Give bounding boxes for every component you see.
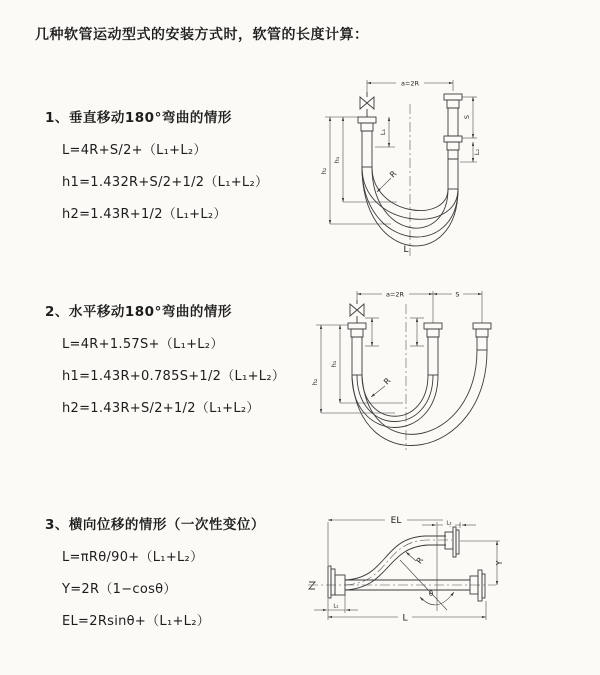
dimension-EL: [328, 514, 450, 565]
formula-2-h1: h1=1.43R+0.785S+1/2（L₁+L₂）: [62, 369, 286, 384]
s-curved-hose: [345, 536, 446, 590]
radius-callout: [377, 169, 399, 192]
dim-label-l2: L₂: [446, 520, 452, 527]
valve-icon: [350, 300, 364, 323]
small-dimension-middle: [410, 318, 424, 346]
formula-1-h1: h1=1.432R+S/2+1/2（L₁+L₂）: [62, 175, 269, 190]
formula-2-h2: h2=1.43R+S/2+1/2（L₁+L₂）: [62, 401, 260, 416]
dimension-L2: [422, 519, 476, 528]
dim-label-l: L: [402, 613, 408, 624]
upper-right-flange: [445, 527, 459, 557]
dim-label-a2r: a=2R: [400, 79, 420, 88]
label-radius: R: [382, 376, 393, 387]
dim-label-h2: h₂: [311, 378, 319, 386]
label-radius: R: [388, 169, 399, 180]
dim-label-l1: L₁: [333, 603, 339, 610]
dim-label-a2r: a=2R: [385, 290, 405, 299]
label-length-L: L: [403, 245, 409, 255]
formula-3-L: L=πRθ/90+（L₁+L₂）: [62, 550, 204, 565]
formula-3-EL: EL=2Rsinθ+（L₁+L₂）: [62, 614, 211, 629]
formula-1-L: L=4R+S/2+（L₁+L₂）: [62, 143, 207, 158]
right-lower-flange: [470, 570, 485, 601]
dim-label-y: Y: [495, 560, 504, 566]
formula-1-h2: h2=1.43R+1/2（L₁+L₂）: [62, 207, 227, 222]
section-vertical-movement: [45, 106, 315, 222]
section-1-heading: 1、垂直移动180°弯曲的情形: [45, 110, 232, 126]
diagram-vertical-180-bend: [305, 68, 595, 258]
label-theta: θ: [428, 590, 434, 598]
middle-connector: [424, 323, 442, 375]
dim-label-s: S: [455, 290, 460, 299]
diagram-lateral-displacement: [300, 498, 600, 653]
right-connector: [473, 323, 491, 350]
dimension-L1: [375, 117, 395, 147]
formula-3-Y: Y=2R（1−cosθ）: [62, 582, 177, 597]
dim-label-s: S: [463, 114, 471, 120]
pipe-break-mark: [309, 582, 315, 589]
dim-label-h1: h₁: [333, 156, 341, 164]
dim-label-el: EL: [390, 516, 402, 526]
dimension-L2: [460, 142, 481, 162]
section-lateral-displacement: [45, 513, 315, 629]
geometry-lines: [400, 522, 447, 611]
radius-callout: [406, 552, 425, 565]
dimension-a-2R: [367, 79, 453, 92]
dimension-L1: [314, 595, 358, 613]
diagram-horizontal-180-bend: [305, 282, 595, 467]
dim-label-l1: L₁: [379, 128, 387, 136]
dim-label-h2: h₂: [320, 167, 328, 175]
radius-callout: [371, 376, 393, 397]
left-connector: [358, 117, 376, 167]
valve-icon: [360, 92, 374, 117]
left-connector: [348, 323, 366, 375]
dim-label-h1: h₁: [330, 360, 338, 368]
hose-u-curves: [352, 350, 487, 445]
dimension-S: [462, 97, 477, 138]
left-flange: [328, 566, 345, 598]
section-2-heading: 2、水平移动180°弯曲的情形: [45, 304, 232, 320]
dim-label-l2: L₂: [473, 148, 481, 156]
small-dimension-left: [365, 318, 379, 346]
formula-2-L: L=4R+1.57S+（L₁+L₂）: [62, 337, 224, 352]
dimension-S: [433, 290, 482, 323]
label-radius: R: [414, 555, 426, 566]
dimension-L: [328, 599, 486, 624]
dimension-h2: [311, 325, 395, 413]
page-title: 几种软管运动型式的安装方式时，软管的长度计算：: [35, 27, 369, 43]
section-horizontal-movement: [45, 300, 315, 416]
section-3-heading: 3、横向位移的情形（一次性变位）: [45, 517, 265, 533]
right-connector: [444, 94, 462, 189]
